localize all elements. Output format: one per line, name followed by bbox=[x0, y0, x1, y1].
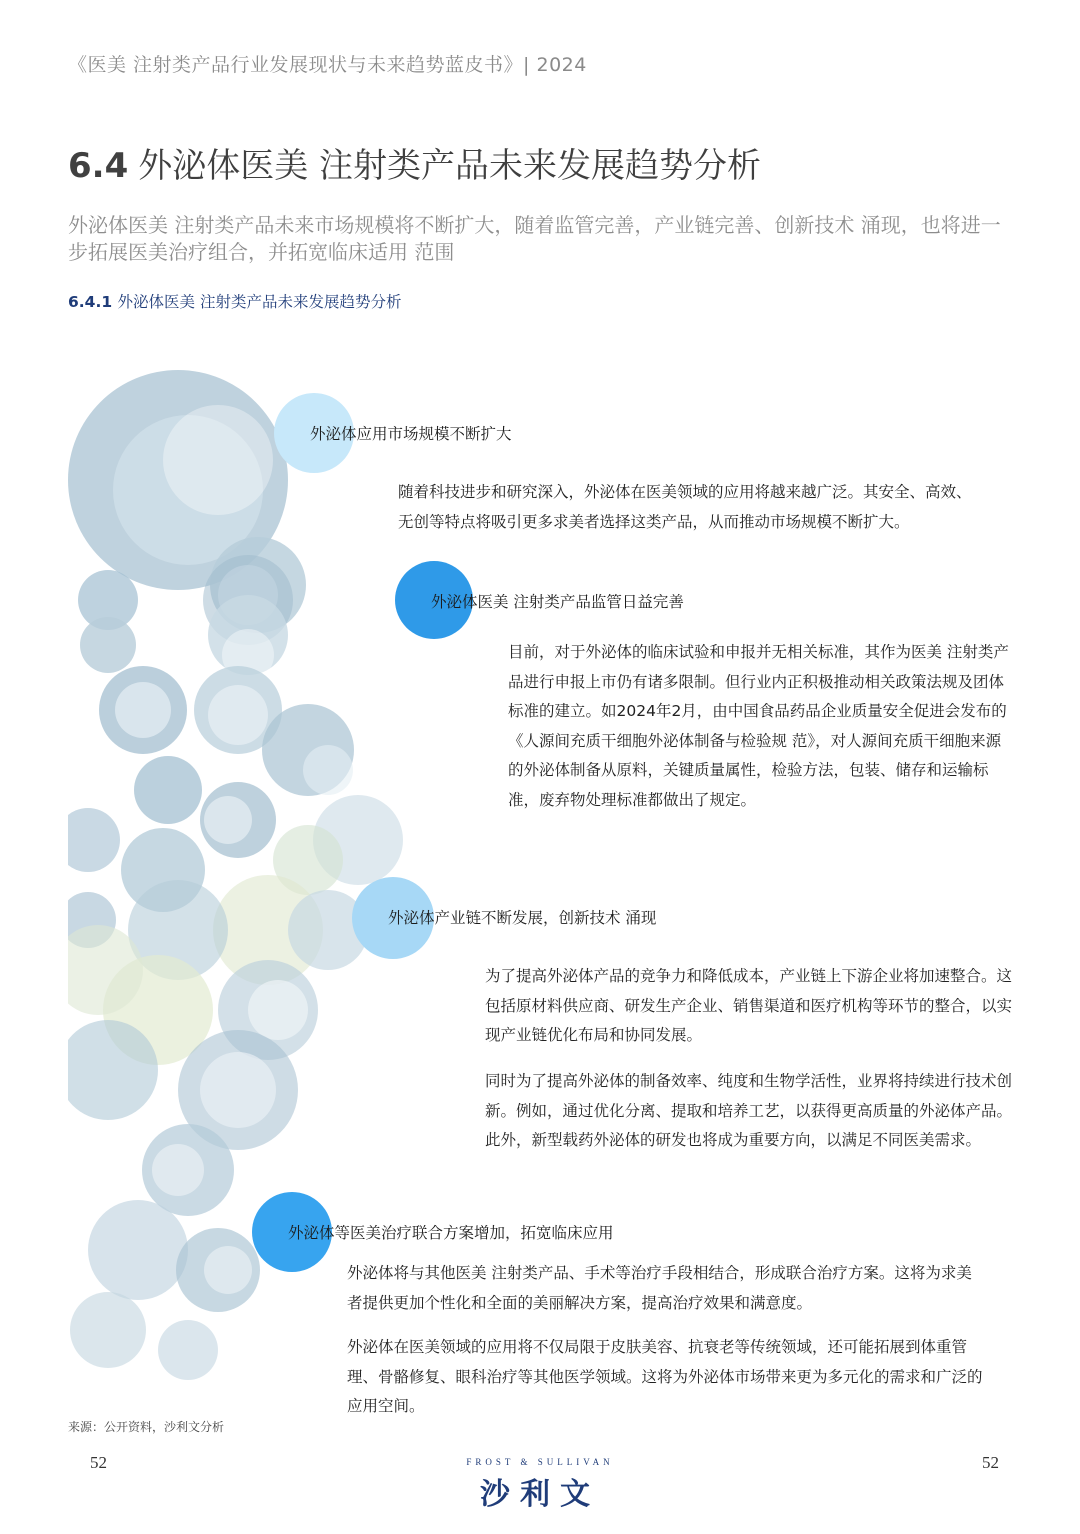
section-title bbox=[68, 138, 761, 187]
trend-heading-1: 外泌体应用市场规模不断扩大 bbox=[310, 425, 512, 443]
trend-heading-3: 外泌体产业链不断发展，创新技术 涌现 bbox=[388, 909, 657, 927]
trend-paragraph-2: 目前，对于外泌体的临床试验和申报并无相关标准，其作为医美 注射类产品进行申报上市仍有诸多限制。但行业内正积极推动相关政策法规及团体标准的建立。如2024年2月，由中国食品药品企业质量安全促进会发布的《人源间充质干细胞外泌体制备与检验规 范》，对人源间充质干细胞来源的外泌体制备从原料，关键质量属性，检验方法，包装、储存和运输标准，废弃物处理标准都做出了规定。 bbox=[508, 643, 1009, 809]
subsection-title-text: 外泌体医美 注射类产品未来发展趋势分析 bbox=[117, 293, 402, 311]
trend-paragraph-1: 随着科技进步和研究深入，外泌体在医美领域的应用将越来越广泛。其安全、高效、无创等特点将吸引更多求美者选择这类产品，从而推动市场规模不断扩大。 bbox=[398, 483, 972, 531]
source-note: 来源：公开资料，沙利文分析 bbox=[68, 1420, 225, 1434]
trend-paragraph-4b: 外泌体在医美领域的应用将不仅局限于皮肤美容、抗衰老等传统领域，还可能拓展到体重管理、骨骼修复、眼科治疗等其他医学领域。这将为外泌体市场带来更为多元化的需求和广泛的应用空间。 bbox=[347, 1338, 983, 1415]
trend-heading-2: 外泌体医美 注射类产品监管日益完善 bbox=[431, 593, 684, 611]
trend-heading-4: 外泌体等医美治疗联合方案增加，拓宽临床应用 bbox=[288, 1224, 614, 1242]
document-header: 《医美 注射类产品行业发展现状与未来趋势蓝皮书》| 2024 bbox=[68, 54, 587, 76]
section-title-text: 外泌体医美 注射类产品未来发展趋势分析 bbox=[138, 146, 762, 186]
trend-paragraph-4a: 外泌体将与其他医美 注射类产品、手术等治疗手段相结合，形成联合治疗方案。这将为求美者提供更加个性化和全面的美丽解决方案，提高治疗效果和满意度。 bbox=[347, 1264, 972, 1312]
section-intro: 外泌体医美 注射类产品未来市场规模将不断扩大，随着监管完善，产业链完善、创新技术 涌现，也将进一步拓展医美治疗组合，并拓宽临床适用 范围 bbox=[68, 213, 1001, 264]
logo-chinese: 沙利文 bbox=[480, 1477, 600, 1512]
page-number-right: 52 bbox=[982, 1453, 999, 1472]
frost-sullivan-logo bbox=[440, 1457, 640, 1513]
trend-paragraph-3b: 同时为了提高外泌体的制备效率、纯度和生物学活性，业界将持续进行技术创新。例如，通过优化分离、提取和培养工艺，以获得更高质量的外泌体产品。此外，新型载药外泌体的研发也将成为重要方向，以满足不同医美需求。 bbox=[485, 1072, 1013, 1149]
section-number: 6.4 bbox=[68, 146, 129, 186]
page-number-left: 52 bbox=[90, 1453, 107, 1472]
subsection-title bbox=[68, 290, 401, 312]
trend-paragraph-3a: 为了提高外泌体产品的竞争力和降低成本，产业链上下游企业将加速整合。这包括原材料供应商、研发生产企业、销售渠道和医疗机构等环节的整合，以实现产业链优化布局和协同发展。 bbox=[485, 967, 1013, 1044]
logo-english: FROST & SULLIVAN bbox=[466, 1457, 614, 1467]
subsection-number: 6.4.1 bbox=[68, 293, 113, 311]
